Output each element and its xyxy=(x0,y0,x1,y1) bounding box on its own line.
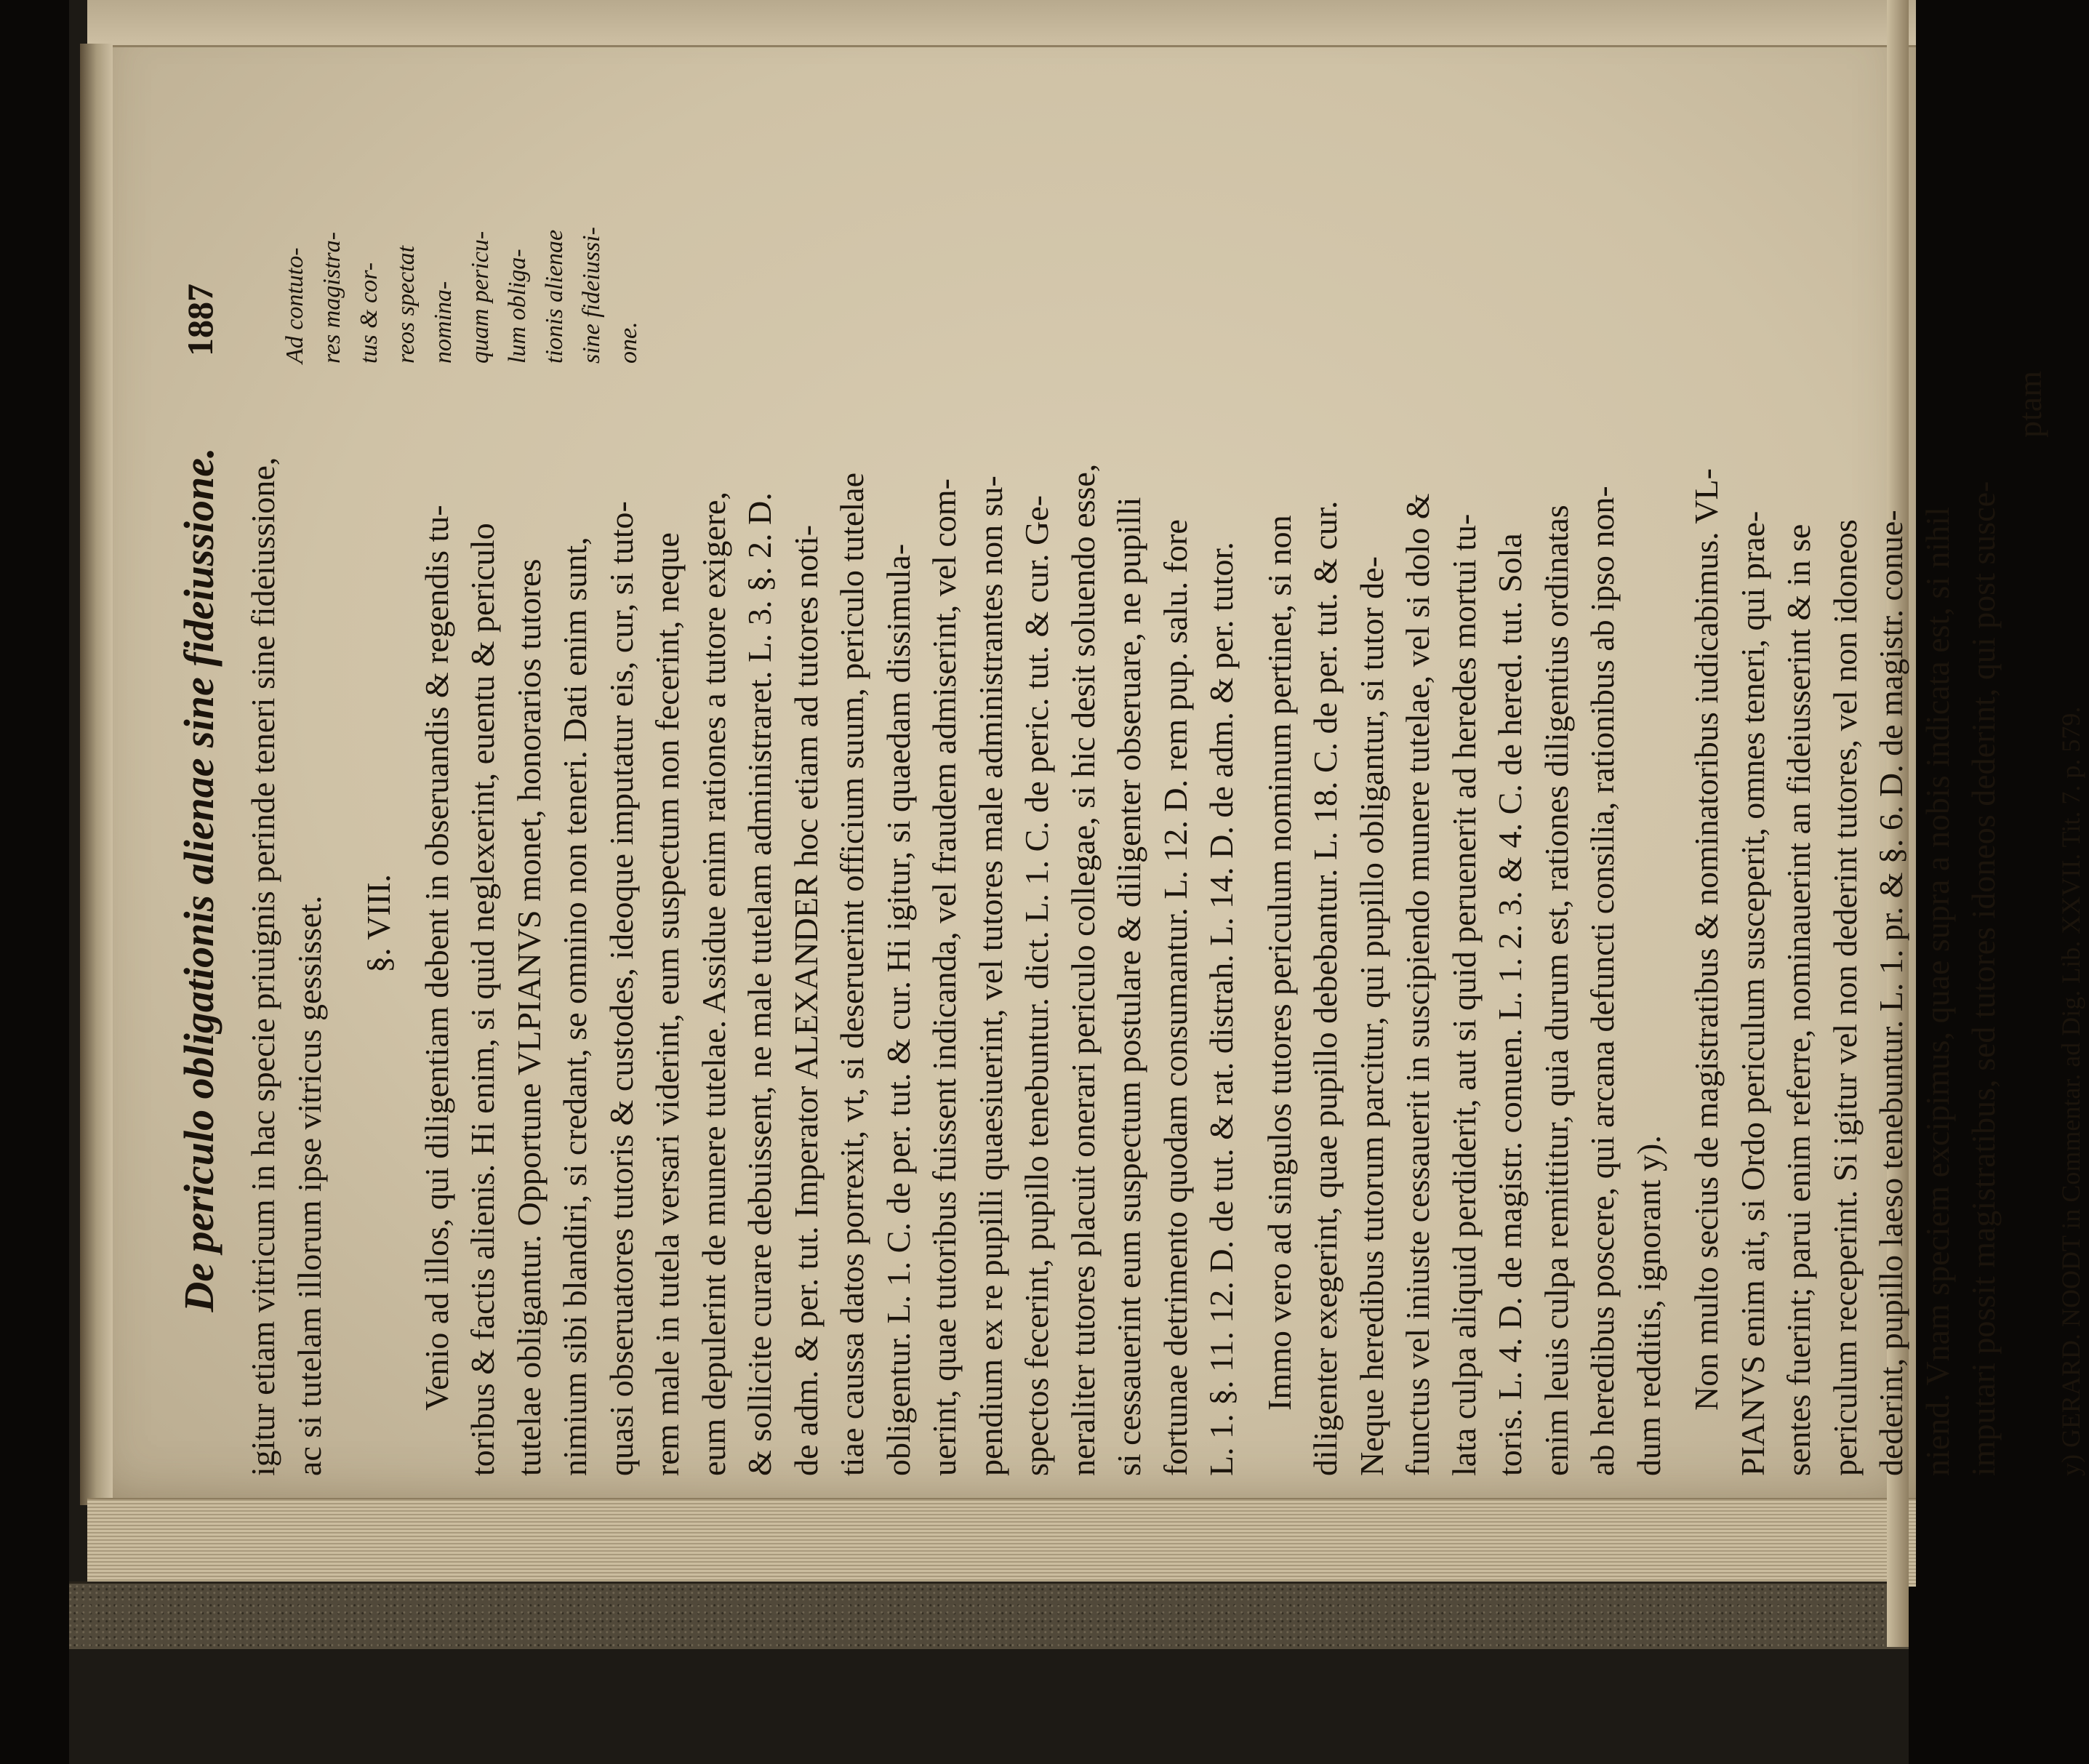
text-line: igitur etiam vitricum in hac specie priuignis perinde teneri sine fideiussione, xyxy=(244,457,281,1476)
text-line: ac si tutelam illorum ipse vitricus gessisset. xyxy=(290,895,328,1476)
text-line: pendium ex re pupilli quaesiuerint, vel tutores male administrantes non su- xyxy=(971,476,1009,1476)
margin-note-line: reos spectat xyxy=(393,245,420,364)
footnote-text: y) GERARD. NOODT in Commentar. ad Dig. Lib. XXVII. Tit. 7. p. 579. xyxy=(2056,706,2085,1476)
text-line: tiae caussa datos porrexit, vt, si deseruerint officium suum, periculo tutelae xyxy=(833,472,870,1476)
text-line: diligenter exegerint, quae pupillo debebantur. L. 18. C. de per. tut. & cur. xyxy=(1307,500,1344,1476)
text-line: neraliter tutores placuit onerari periculo collegae, si hic desit soluendo esse, xyxy=(1064,463,1102,1476)
text-line: si cessauerint eum suspectum postulare & diligenter obseruare, ne pupilli xyxy=(1110,497,1147,1476)
text-line: PIANVS enim ait, si Ordo periculum susceperit, omnes teneri, qui prae- xyxy=(1733,510,1771,1476)
text-line: toribus & factis alienis. Hi enim, si quid neglexerint, euentu & periculo xyxy=(464,523,501,1476)
margin-note-line: lum obliga- xyxy=(504,249,531,364)
previous-page-edge xyxy=(87,0,1916,47)
text-line: niend. Vnam speciem excipimus, quae supra a nobis indicata est, si nihil xyxy=(1918,507,1956,1476)
footnote xyxy=(2053,371,2089,1476)
text-line: dederint, pupillo laeso tenebuntur. L. 1. pr. & §. 6. D. de magistr. conue- xyxy=(1872,510,1909,1476)
text-line: toris. L. 4. D. de magistr. conuen. L. 1. 2. 3. & 4. C. de hered. tut. Sola xyxy=(1491,533,1528,1476)
text-line: enim leuis culpa remittitur, quia durum est, rationes diligentius ordinatas xyxy=(1537,505,1575,1476)
text-line: nimium sibi blandiri, si credant, se omnino non teneri. Dati enim sunt, xyxy=(556,537,593,1476)
margin-note-line: sine fideiussi- xyxy=(578,227,605,364)
margin-note xyxy=(276,189,1149,364)
text-line: dum redditis, ignorant y). xyxy=(1629,1135,1667,1476)
text-line: eum depulerint de munere tutelae. Assidue enim rationes a tutore exigere, xyxy=(694,492,732,1476)
margin-note-line: one. xyxy=(615,321,642,364)
rotated-text-block xyxy=(145,227,2085,1476)
text-line: lata culpa aliquid perdiderit, aut si quid peruenerit ad heredes mortui tu- xyxy=(1445,513,1483,1476)
text-line: tutelae obligantur. Opportune VLPIANVS monet, honorarios tutores xyxy=(510,558,548,1476)
text-line: rem male in tutela versari viderint, eum suspectum non fecerint, neque xyxy=(649,532,686,1476)
text-line: periculum receperint. Si igitur vel non dederint tutores, vel non idoneos xyxy=(1826,519,1864,1476)
text-line: Non multo secius de magistratibus & nominatoribus iudicabimus. VL- xyxy=(1688,468,1725,1411)
text-line: ab heredibus poscere, qui arcana defuncti consilia, rationibus ab ipso non- xyxy=(1584,486,1621,1476)
text-line: fortunae detrimento quodam consumantur. L. 12. D. rem pup. salu. fore xyxy=(1156,519,1194,1476)
page-number: 1887 xyxy=(180,284,220,356)
text-line: imputari possit magistratibus, sed tutores idoneos dederint, qui post susce- xyxy=(1965,481,2002,1476)
main-text-column xyxy=(240,371,2085,1476)
margin-note-line: quam pericu- xyxy=(467,230,494,364)
page-gutter xyxy=(80,44,113,1505)
running-title: De periculo obligationis alienae sine fideiussione. xyxy=(175,447,222,1312)
text-line: & sollicite curare debuissent, ne male tutelam administraret. L. 3. §. 2. D. xyxy=(741,492,778,1476)
margin-note-line: nomina- xyxy=(430,281,457,364)
text-line: Neque heredibus tutorum parcitur, qui pupillo obligantur, si tutor de- xyxy=(1352,556,1390,1476)
text-line: functus vel iniuste cessauerit in suscipiendo munere tutelae, vel si dolo & xyxy=(1399,493,1436,1476)
text-line: de adm. & per. tut. Imperator ALEXANDER hoc etiam ad tutores noti- xyxy=(787,524,825,1476)
text-line: L. 1. §. 11. 12. D. de tut. & rat. distrah. L. 14. D. de adm. & per. tutor. xyxy=(1203,542,1240,1476)
text-line: obligentur. L. 1. C. de per. tut. & cur. Hi igitur, si quaedam dissimula- xyxy=(879,543,917,1476)
text-line: spectos fecerint, pupillo tenebuntur. dict. L. 1. C. de peric. tut. & cur. Ge- xyxy=(1018,495,1055,1476)
paragraph-1 xyxy=(414,371,1245,1476)
margin-note-line: res magistra- xyxy=(318,231,345,364)
text-line: Immo vero ad singulos tutores periculum nominum pertinet, si non xyxy=(1260,515,1298,1411)
text-line: sentes fuerint; parui enim referre, nominauerint an fideiusserint & in se xyxy=(1780,524,1817,1476)
catchword: ptam xyxy=(2010,371,2048,438)
margin-note-line: tionis alienae xyxy=(541,229,568,364)
paragraph-2 xyxy=(1256,371,1672,1476)
margin-note-line: Ad contuto- xyxy=(281,247,308,364)
text-line: quasi obseruatores tutoris & custodes, ideoque imputatur eis, cur, si tuto- xyxy=(602,501,640,1476)
page-stack-edge xyxy=(87,1498,1916,1587)
text-line: uerint, quae tutoribus fuissent indicanda, vel fraudem admiserint, vel com- xyxy=(926,478,963,1476)
margin-note-line: tus & cor- xyxy=(356,262,382,364)
running-header xyxy=(175,284,225,1476)
text-line: Venio ad illos, qui diligentiam debent in obseruandis & regendis tu- xyxy=(417,505,455,1411)
paragraph-3 xyxy=(1683,371,2007,1476)
book-board xyxy=(69,1581,1909,1649)
section-heading: §. VIII. xyxy=(360,874,397,973)
